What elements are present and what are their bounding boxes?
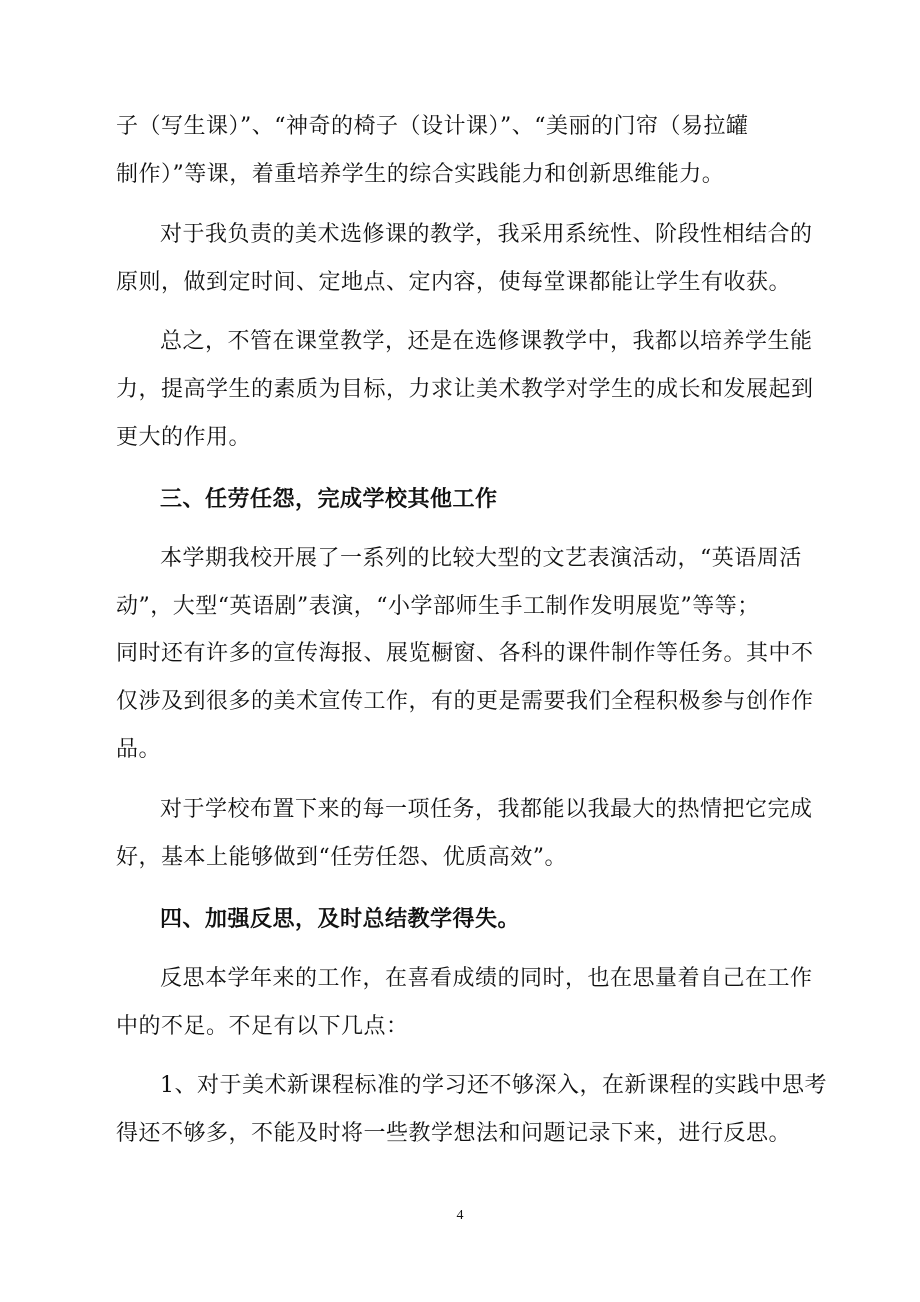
section-heading-4: 四、加强反思，及时总结教学得失。 — [160, 906, 521, 932]
paragraph-line: 动”，大型“英语剧”表演，“小学部师生手工制作发明展览”等等； — [116, 594, 760, 619]
paragraph-line: 本学期我校开展了一系列的比较大型的文艺表演活动，“英语周活 — [160, 546, 802, 571]
paragraph-line: 反思本学年来的工作，在喜看成绩的同时，也在思量着自己在工作 — [160, 966, 813, 991]
paragraph-line: 子（写生课）”、“神奇的椅子（设计课）”、“美丽的门帘（易拉罐 — [116, 114, 749, 139]
paragraph-line: 力，提高学生的素质为目标，力求让美术教学对学生的成长和发展起到 — [116, 377, 814, 402]
paragraph-line: 品。 — [116, 737, 162, 762]
paragraph-line: 1、对于美术新课程标准的学习还不够深入，在新课程的实践中思考 — [160, 1073, 827, 1098]
paragraph-line: 制作）”等课，着重培养学生的综合实践能力和创新思维能力。 — [116, 162, 725, 187]
paragraph-line: 得还不够多，不能及时将一些教学想法和问题记录下来，进行反思。 — [116, 1121, 792, 1146]
paragraph-line: 对于学校布置下来的每一项任务，我都能以我最大的热情把它完成 — [160, 797, 813, 822]
paragraph-line: 对于我负责的美术选修课的教学，我采用系统性、阶段性相结合的 — [160, 222, 813, 247]
paragraph-line: 原则，做到定时间、定地点、定内容，使每堂课都能让学生有收获。 — [116, 270, 792, 295]
paragraph-line: 更大的作用。 — [116, 425, 252, 450]
paragraph-line: 仅涉及到很多的美术宣传工作，有的更是需要我们全程积极参与创作作 — [116, 689, 814, 714]
paragraph-line: 总之，不管在课堂教学，还是在选修课教学中，我都以培养学生能 — [160, 329, 813, 354]
section-heading-3: 三、任劳任怨，完成学校其他工作 — [160, 486, 498, 512]
paragraph-line: 中的不足。不足有以下几点： — [116, 1014, 409, 1039]
paragraph-line: 同时还有许多的宣传海报、展览橱窗、各科的课件制作等任务。其中不 — [116, 641, 814, 666]
paragraph-line: 好，基本上能够做到“任劳任怨、优质高效”。 — [116, 845, 567, 870]
page-number: 4 — [456, 1208, 464, 1223]
